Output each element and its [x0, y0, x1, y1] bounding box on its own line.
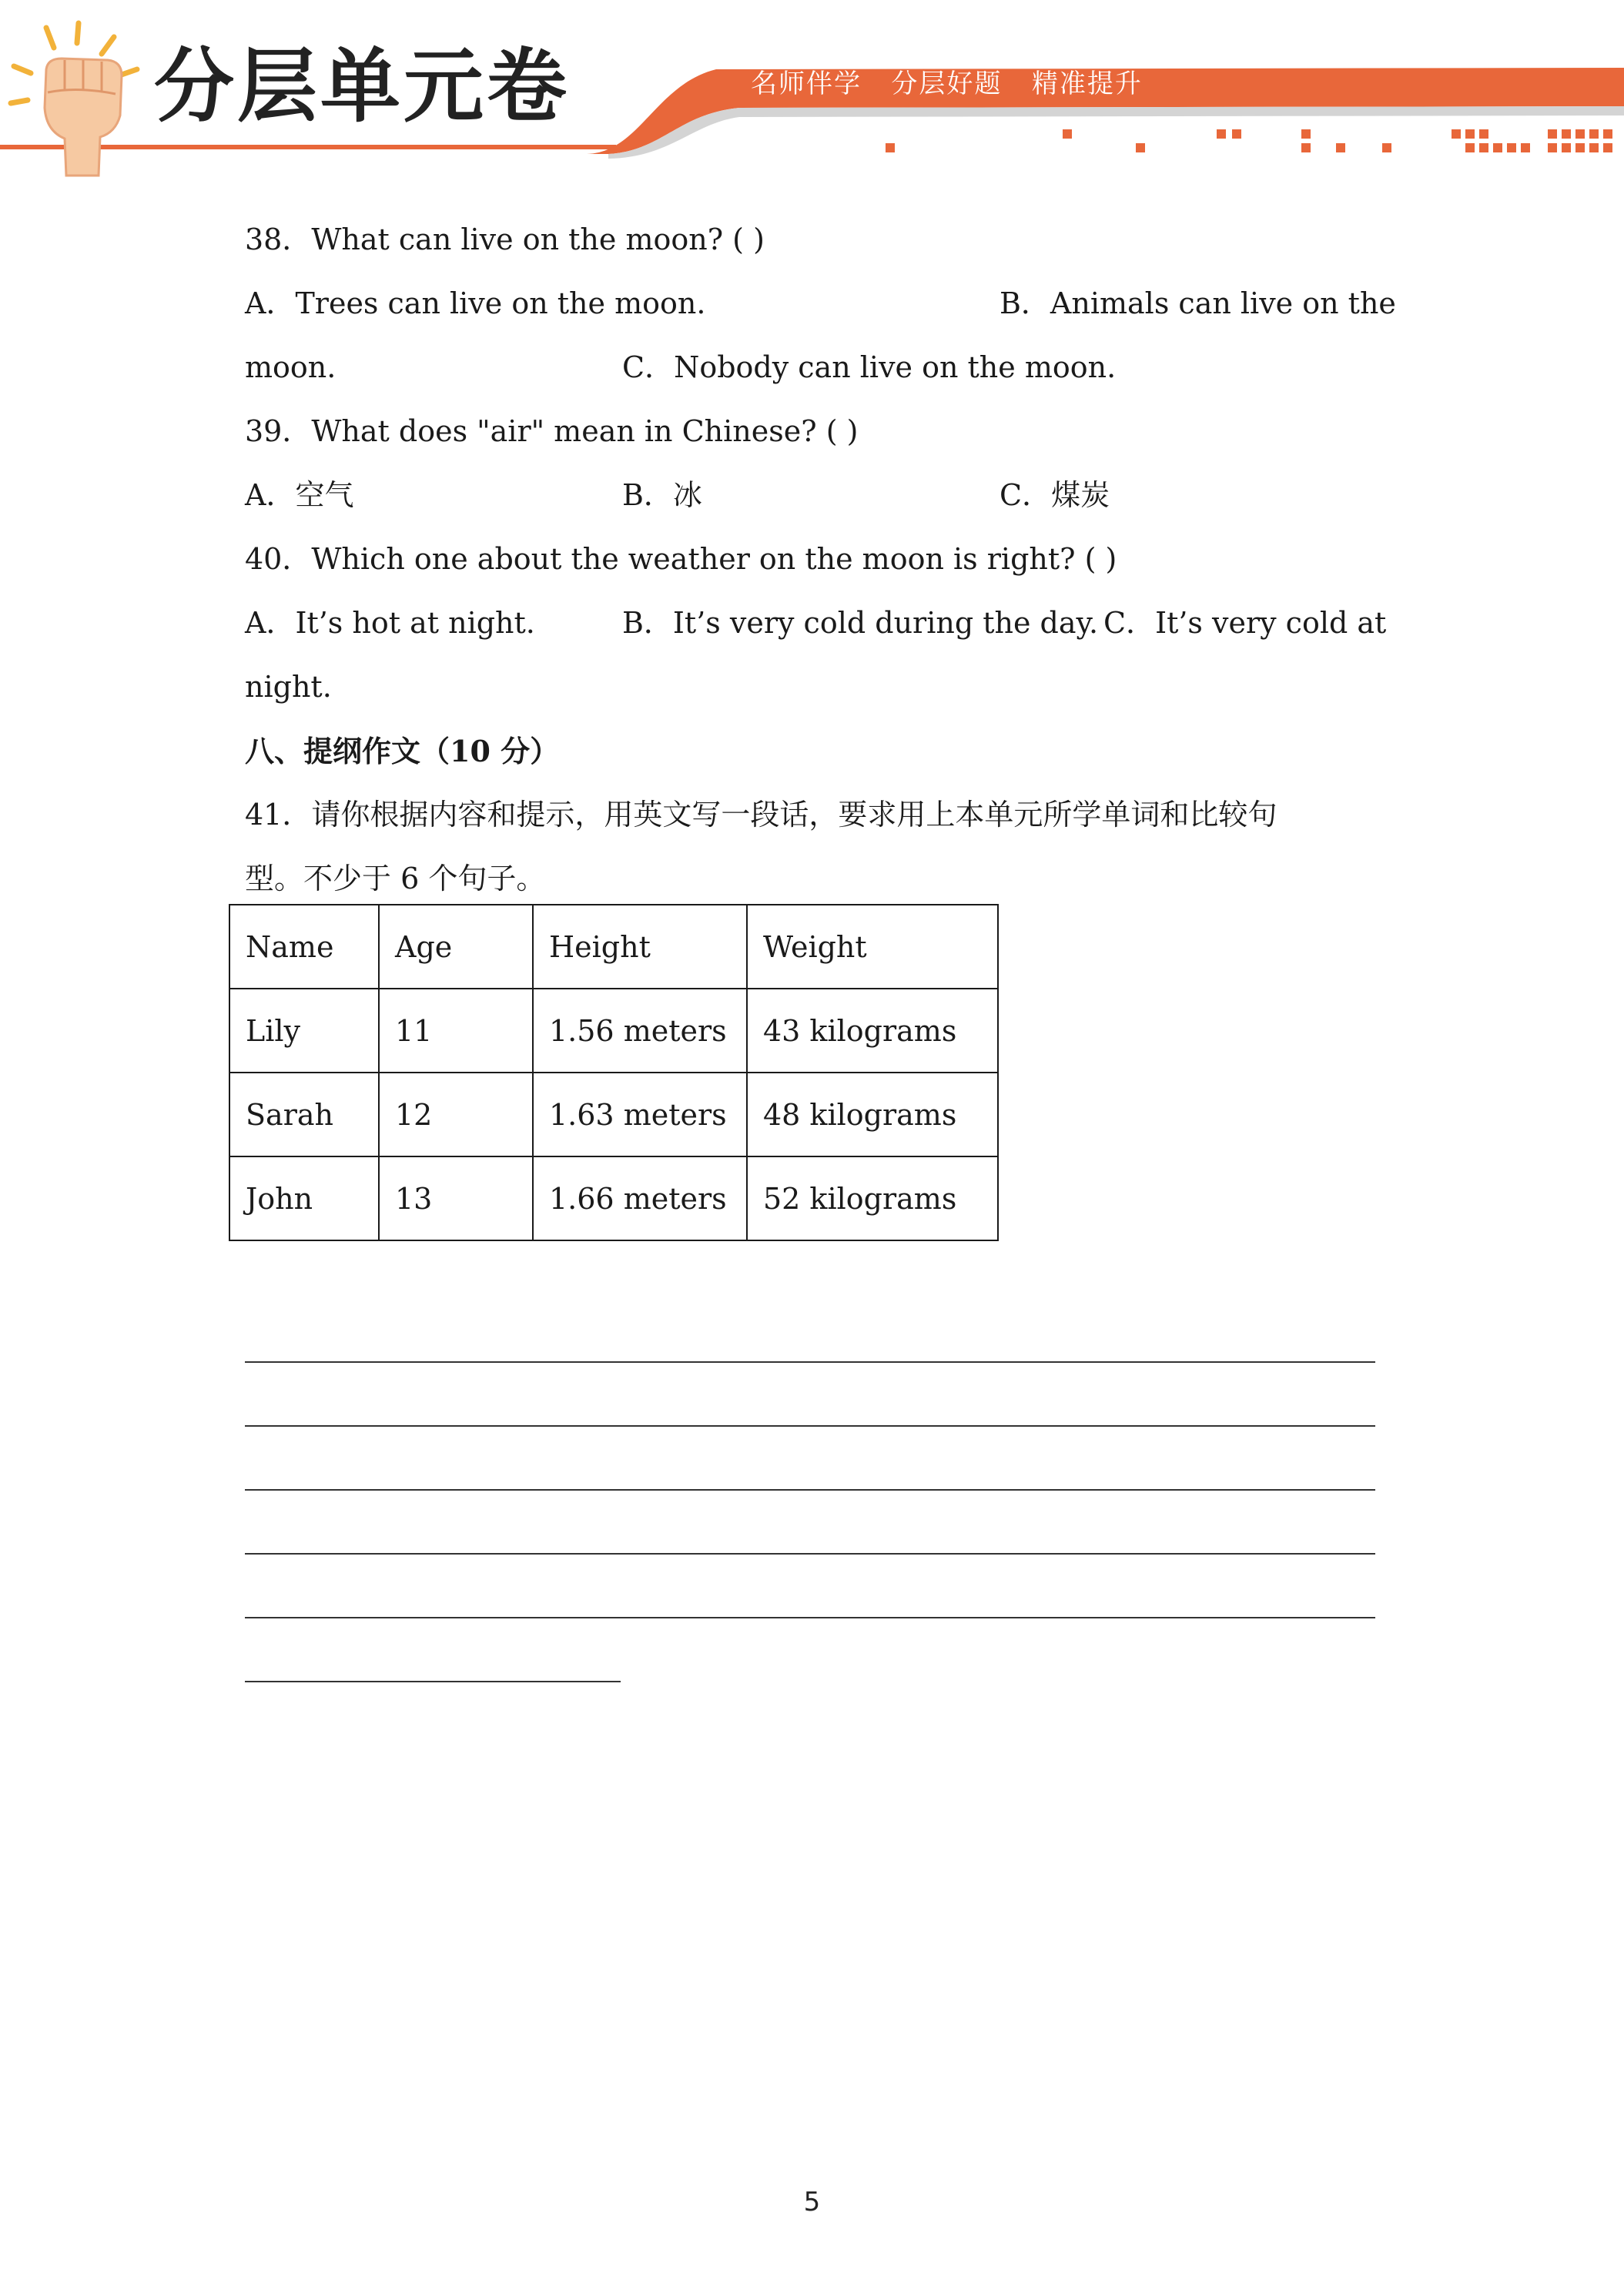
table-cell: 12: [379, 1073, 533, 1156]
table-header-cell: Weight: [747, 905, 998, 989]
brand-title: 分层单元卷: [154, 39, 571, 133]
answer-line[interactable]: [245, 1681, 621, 1682]
question-39-options: [245, 464, 1377, 527]
table-header-cell: Height: [533, 905, 747, 989]
table-header-cell: Name: [229, 905, 379, 989]
table-cell: 1.63 meters: [533, 1073, 747, 1156]
question-stem: 38．What can live on the moon? ( ): [245, 223, 765, 256]
option-c: C．煤炭: [1000, 478, 1110, 512]
table-cell: 1.66 meters: [533, 1156, 747, 1240]
table-cell: 52 kilograms: [747, 1156, 998, 1240]
table-cell: Sarah: [229, 1073, 379, 1156]
question-40-options-line-1: [245, 591, 1387, 655]
question-40-stem: [245, 527, 1377, 591]
table-header-row: [229, 905, 998, 989]
option-b-continued: moon.: [245, 350, 337, 384]
option-a: A．It’s hot at night.: [245, 606, 535, 640]
option-b: B．冰: [622, 478, 702, 512]
table-cell: 48 kilograms: [747, 1073, 998, 1156]
fist-icon: [0, 0, 154, 185]
question-content: [245, 208, 1396, 911]
option-c: C．It’s very cold at: [1103, 606, 1387, 640]
header-slogan: 名师伴学 分层好题 精准提升: [751, 69, 1143, 99]
essay-prompt: 41．请你根据内容和提示，用英文写一段话，要求用上本单元所学单词和比较句: [245, 798, 1277, 832]
answer-line[interactable]: [245, 1489, 1375, 1491]
page-header: [0, 0, 1624, 185]
question-38-options-line-2: [245, 336, 1377, 400]
table-cell: 43 kilograms: [747, 989, 998, 1073]
table-row: [229, 1156, 998, 1240]
question-39-stem: [245, 400, 1377, 464]
question-38-stem: [245, 208, 1377, 272]
table-cell: 1.56 meters: [533, 989, 747, 1073]
table-cell: 13: [379, 1156, 533, 1240]
answer-line[interactable]: [245, 1425, 1375, 1427]
question-stem: 40．Which one about the weather on the moon is right? ( ): [245, 542, 1117, 576]
table-cell: 11: [379, 989, 533, 1073]
table-cell: Lily: [229, 989, 379, 1073]
table-header-cell: Age: [379, 905, 533, 989]
option-a: A．Trees can live on the moon.: [245, 286, 706, 320]
answer-line[interactable]: [245, 1361, 1375, 1363]
table-cell: John: [229, 1156, 379, 1240]
option-c: C．Nobody can live on the moon.: [622, 350, 1117, 384]
option-a: A．空气: [245, 478, 354, 512]
table-row: [229, 1073, 998, 1156]
question-40-options-line-2: [245, 655, 1377, 719]
page-number: 5: [803, 2187, 821, 2217]
essay-prompt-continued: 型。不少于 6 个句子。: [245, 862, 546, 895]
answer-line[interactable]: [245, 1553, 1375, 1555]
essay-prompt-line-2: [245, 847, 1377, 911]
section-title: 八、提纲作文（10 分）: [245, 734, 560, 768]
table-row: [229, 989, 998, 1073]
question-stem: 39．What does "air" mean in Chinese? ( ): [245, 414, 859, 448]
question-38-options-line-1: [245, 272, 1396, 336]
section-heading: [245, 719, 1377, 783]
answer-line[interactable]: [245, 1617, 1375, 1618]
option-c-continued: night.: [245, 670, 332, 704]
option-b: B．Animals can live on the: [1000, 286, 1396, 320]
option-b: B．It’s very cold during the day.: [622, 606, 1099, 640]
student-info-table: [229, 904, 999, 1241]
essay-prompt-line-1: [245, 783, 1377, 847]
